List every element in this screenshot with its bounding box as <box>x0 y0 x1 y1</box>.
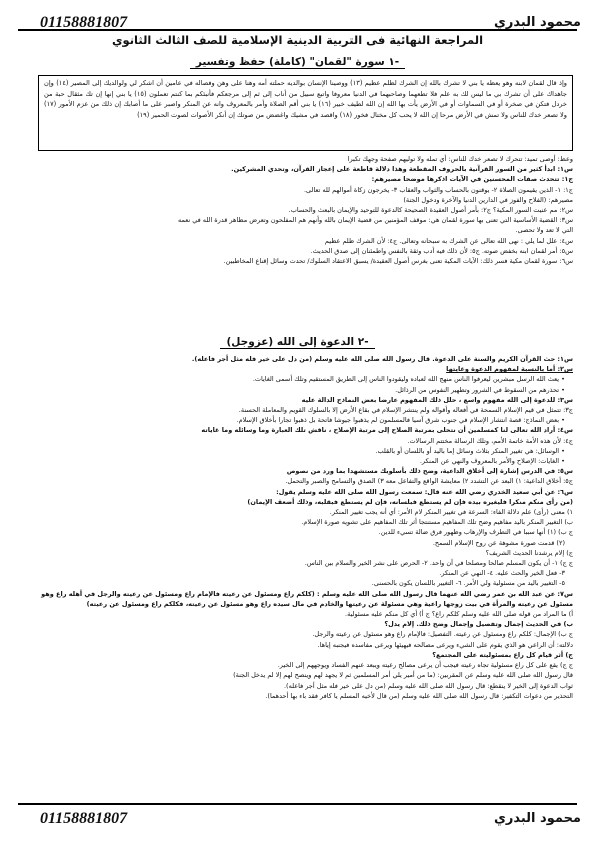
hadith-line: س٧: عن عبد الله بن عمر رضي الله عنهما قال رسول الله صلى الله عليه وسلم : (كلكم راع ومسئول عن رعيته فالإمام راع ومسئول عن رعيته والرجل في أهله راع وهو <box>41 589 573 598</box>
question-line: ج) إلام يرشدنا الحديث الشريف؟ <box>485 548 573 557</box>
answer-line: (٢) قدمت صورة مشوهة عن روح الإسلام السمح. <box>432 538 565 547</box>
answer-line: ج١: ١- الذين يقيمون الصلاة ٢- يوقنون بالحساب والثواب والعقاب ٣- يخرجون زكاة أموالهم لله تعالى. <box>303 185 573 194</box>
question-line: ب) في الحديث إجمال وتفصيل وإجمال وضح ذلك. إلام يدل؟ <box>384 620 573 629</box>
section1-content <box>22 154 573 330</box>
answer-line: ج٣: تتمثل في قيم الإسلام السمحة في أفعاله وأقواله ولم ينتشر الإسلام في بقاع الأرض إلا بالسلوك القويم والمعاملة الحسنة. <box>238 406 573 415</box>
footer-divider <box>18 803 577 805</box>
answer-line: • تحذرهم من السقوط في الشرور وتطهير النفوس من الرذائل. <box>395 385 565 394</box>
question-line: س٥: في الدرس إشارة إلى أخلاق الداعية، وضح ذلك بأسلوبك مستشهدا بما ورد من نصوص <box>286 467 573 476</box>
header-signature: محمود البدري <box>493 15 581 30</box>
answer-line: ثواب الدعوة إلى الخير لا ينقطع: قال رسول الله صلى الله عليه وسلم (من دل على خير فله مثل أجر فاعله). <box>283 681 573 690</box>
answer-line: • يعث الله الرسل مبشرين ليعرفوا الناس منهج الله لعباده وليقودوا الناس إلى الطريق المستقيم وتلك أسمى الغايات. <box>252 375 565 384</box>
header-phone: 01158881807 <box>40 14 128 31</box>
section2-title: -٢ الدعوة إلى الله (عزوجل) <box>20 336 575 348</box>
hadith-line: مسئول عن رعيته والمرأة في بيت زوجها راعية وهي مسئولة عن رعيتها والخادم في مال سيده راع وهو مسئول عن رعيته، فكلكم راع ومسئول عن رعيته) <box>86 599 573 608</box>
answer-line: ج٥: أخلاق الداعية: ١) البعد عن التشدد ٢) معايشة الواقع والتفاعل معه ٣) الصدق والتسامح والصبر والتحمل. <box>285 477 573 486</box>
question-line: ب) التغيير المنكر باليد مفاهيم وضح تلك المفاهيم مستنتجا أثر تلك المفاهيم على تشويه صورة الإسلام. <box>301 518 573 527</box>
question-line: س٢: أما بالنسبة لمفهوم الدعوة وغايتها <box>446 365 573 374</box>
answer-line: ٥- التغيير باليد من مسئولية ولي الأمر. ٦- التغيير باللسان يكون بالحسنى. <box>371 579 565 588</box>
answer-line: التحذير من دعوات التكفير: قال رسول الله صلى الله عليه وسلم (من قال لأخيه المسلم يا كافر فقد باء بها أحدهما). <box>265 691 573 700</box>
quran-text: وإذ قال لقمان لابنه وهو يعظه يا بني لا تشرك بالله إن الشرك لظلم عظيم (١٣) ووصينا الإنسان بوالديه حملته أمه وهنا على وهن وفصاله في عامين أن اشكر لي ولوالديك إلى المصير (١٤) وإن جاهداك على أن تشرك بي ما ليس لك به علم فلا تطعهما وصاحبهما في الدنيا معروفا واتبع سبيل من أناب إلى ثم إلى مرجعكم فأنبئكم بما كنتم تعملون (١٥) يا بني إنها إن تك مثقال حبة من خردل فتكن في صخرة أو في السماوات أو في الأرض يأت بها الله إن الله لطيف خبير (١٦) يا بني أقم الصلاة وأمر بالمعروف وانه عن المنكر واصبر على ما أصابك إن ذلك من عزم الأمور (١٧) ولا تصعر خدك للناس ولا تمش في الأرض مرحا إن الله لا يحب كل مختال فخور (١٨) واقصد في مشيك واغضض من صوتك إن أنكر الأصوات لصوت الحمير (١٩) <box>44 79 568 119</box>
question-line: س٦: عن أبي سعيد الخدري رضي الله عنه قال: سمعت رسول الله صلى الله عليه وسلم يقول: <box>276 487 573 496</box>
question-line: س٣: للدعوة إلى الله مفهوم واسع ، حلل ذلك المفهوم عارضا بعض النماذج الدالة عليه <box>301 395 573 404</box>
page-footer <box>0 806 595 832</box>
answer-line: ج ج) يقع على كل راع مسئولية تجاه رعيته فيجب أن يرعى مصالح رعيته ويبعد عنهم الفساد ويوجههم إلى الخير. <box>277 661 573 670</box>
question-line: ج١: تتحدث صفات المحسنين في الآيات اذكرها موضحا مصيرهم: <box>371 175 573 184</box>
answer-line: قال رسول الله صلى الله عليه وسلم عن المقربين: (ما من أمير يلي أمر المسلمين ثم لا يجهد لهم وينصح لهم إلا لم يدخل الجنة) <box>233 671 573 680</box>
question-line: س٤: علل لما يلي : نهى الله تعالى عن الشرك به سبحانه وتعالى. ج٤: لأن الشرك ظلم عظيم <box>324 236 573 245</box>
footer-phone: 01158881807 <box>40 810 128 827</box>
header-divider <box>18 29 577 31</box>
answer-line: ج ج) ١- أن يكون المسلم صالحا ومصلحا في آن واحد. ٢- الحرص على نشر الخير والسلام بين الناس. <box>304 559 573 568</box>
section2-content <box>22 354 573 802</box>
answer-line: ج ب) (١) أنها سببا في التطرف والإرهاب وظهور فرق ضالة تسيء للدين. <box>378 528 573 537</box>
question-line: س١: حث القرآن الكريم والسنة على الدعوة. قال رسول الله صلى الله عليه وسلم (من دل على خير فله مثل أجر فاعله). <box>191 355 573 363</box>
answer-line: • بعض النماذج: قصة انتشار الإسلام في جنوب شرق آسيا فالمسلمون لم يذهبوا جيوشا فاتحة بل ذهبوا تجارا بأخلاق الإسلام. <box>236 416 565 425</box>
question-line: س١: ابدأ كثير من السور القرآنية بالحروف المقطعة وهذا دلالة قاطعة على إعجاز القرآن، وتحدي المشركين. <box>231 165 573 174</box>
answer-line: مصيرهم: (الفلاح والفوز في الدارين الدنيا والآخرة ودخول الجنة) <box>403 195 573 204</box>
vocab-line: وعظ: أوصى تميد: تتحرك لا تصعر خدك للناس: أي تمله ولا توليهم صفحة وجهك تكبرا <box>347 155 573 163</box>
page-title: المراجعة النهائية فى التربية الدينية الإسلامية للصف الثالث الثانوي <box>111 33 484 47</box>
answer-line: ج٤: لأن هذه الأمة خاتمة الأمم، وتلك الرسالة مختتم الرسالات. <box>407 436 573 445</box>
question-line: س٢: مم عنيت السور المكية؟ ج٢: بأمر أصول العقيدة الصحيحة كالدعوة للتوحيد والإيمان بالبعث والحساب. <box>288 206 573 215</box>
answer-line: ١) معنى (رأى) علم دلالة الفاء: السرعة في تغيير المنكر لام الأمر: أي أنه يجب تغيير المنكر. <box>329 508 573 517</box>
answer-line: ٣- فعل الخير والحث عليه. ٤- النهي عن المنكر. <box>439 569 565 578</box>
answer-line: • الوسائل: هي تغيير المنكر بثلاث وسائل إما باليد أو باللسان أو بالقلب. <box>375 446 565 455</box>
question-line: س٥: أمر لقمان ابنه بخفض صوته. ج٥: لأن ذلك فيه أدب وثقة بالنفس واطمئنان إلى صدق الحديث. <box>310 246 573 255</box>
answer-line: التي لا تعد ولا تحصى. <box>515 226 573 235</box>
answer-line: ج ب) الإجمال: كلكم راع ومسئول عن رعيته. التفصيل: فالإمام راع وهو مسئول عن رعيته والرجل. <box>312 630 573 639</box>
question-line: ج) أثر قيام كل راع بمسئوليته على المجتمع؟ <box>432 650 573 659</box>
question-line: س٤: أراد الله تعالى لنا كمسلمين أن نتحلى بمرتبة الصلاح إلى مرتبة الإصلاح ، ناقش تلك العبارة وما وسائله وما غاياته <box>201 426 573 435</box>
section1-title: -١ سورة "لقمان" (كاملة) حفظ وتفسير <box>20 56 575 68</box>
footer-signature: محمود البدري <box>493 811 581 826</box>
hadith-line: (من رأى منكم منكرا فليغيره بيده فإن لم يستطع فبلسانه، فإن لم يستطع فبقلبه، وذلك أضعف الإيمان) <box>247 497 573 506</box>
answer-line: دلالته: أن الراعي هو الذي يقوم على الشيء ويرعى مصالحه فيهيئها ويرعى مفاسده فيجنبه إياها. <box>317 640 573 649</box>
quran-text-box <box>38 75 573 151</box>
question-line: س٣: القضية الأساسية التي تعنى بها سورة لقمان هي: موقف المؤمنين من قضية الإيمان بالله وأنهم هم المفلحون وتعرض مظاهر قدرة الله في نعمه <box>177 216 573 225</box>
question-line: س٦: سورة لقمان مكية فسر ذلك: الآيات المكية تعنى بغرس أصول العقيدة/ يسبق الاعتقاد السلوك/ تحدت وسائل إقناع المخاطبين. <box>223 257 573 266</box>
question-line: أ) ما المراد من قوله صلى الله عليه وسلم كلكم راع؟ ج أ) أي كل منكم عليه مسئولية. <box>345 610 573 619</box>
answer-line: • الغايات: الإصلاح والأمر بالمعروف والنهي عن المنكر. <box>419 457 565 466</box>
